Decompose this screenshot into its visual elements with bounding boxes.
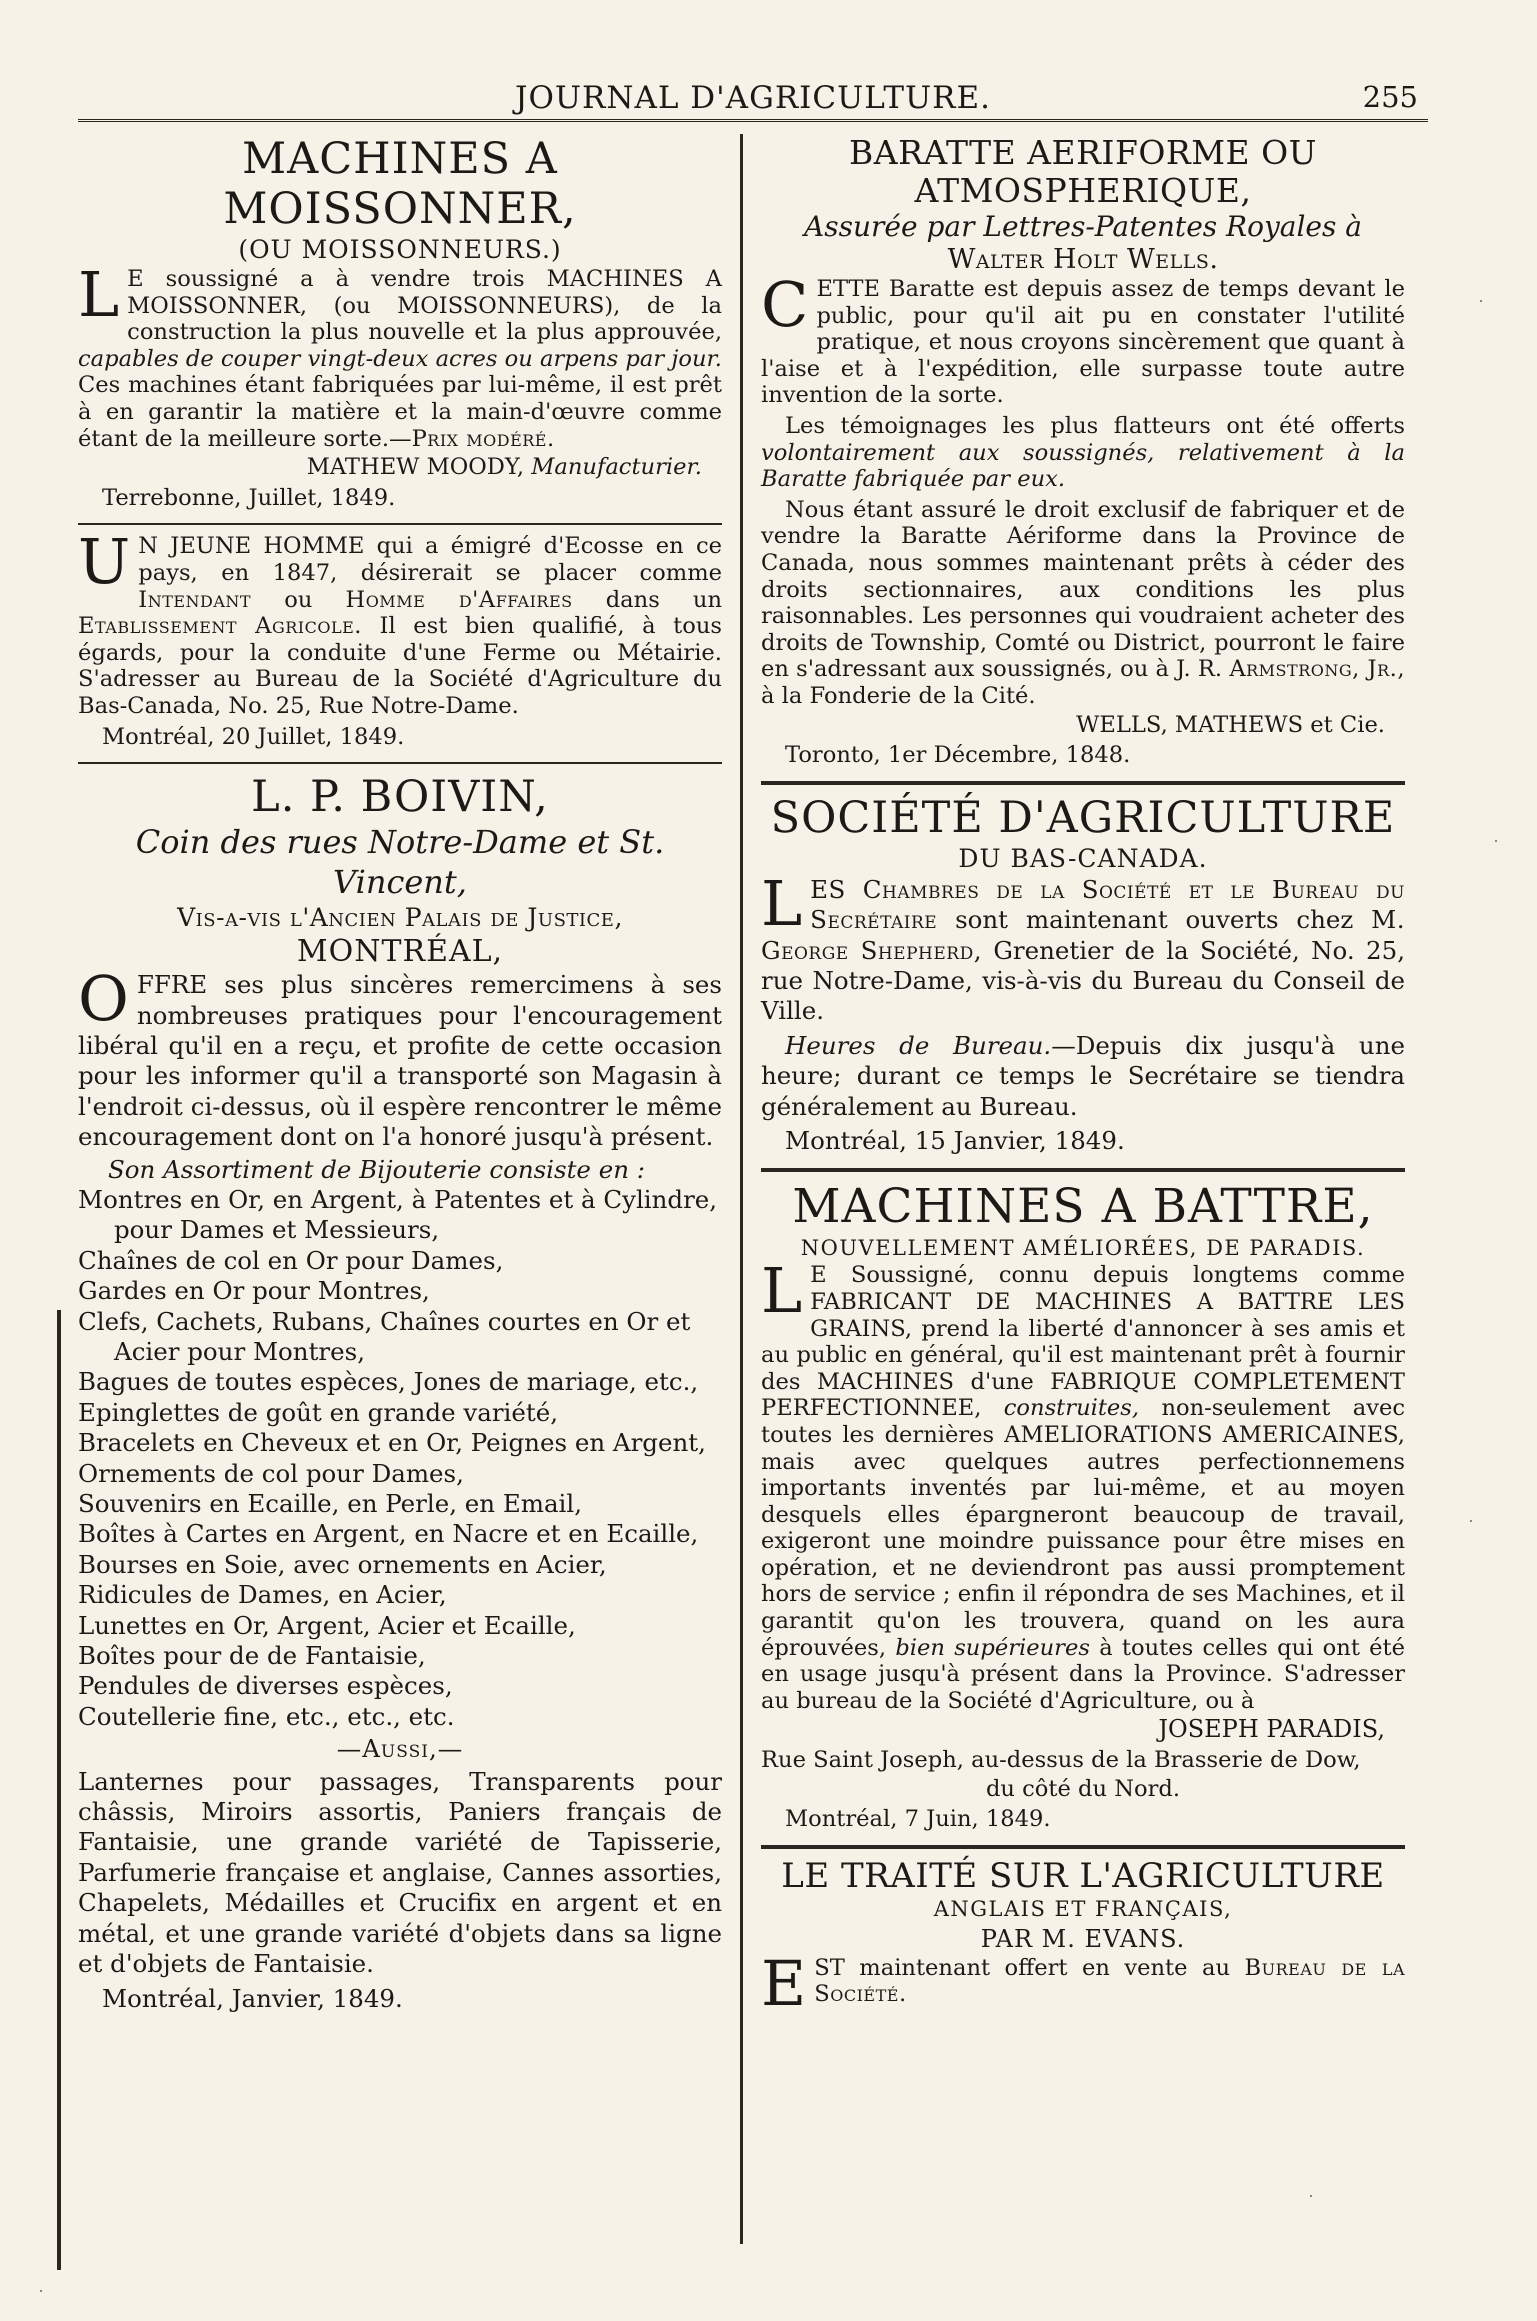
ad-text-caps: Intendant — [138, 586, 252, 613]
ad-author: PAR M. EVANS. — [980, 1924, 1186, 1953]
paper-speck — [1470, 1520, 1472, 1522]
ad-divider — [761, 1845, 1405, 1849]
drop-cap: L — [761, 866, 803, 940]
ad-paragraph — [761, 497, 1405, 710]
ad-subtitle: Vis-a-vis l'Ancien Palais de Justice, — [177, 903, 623, 933]
ad-subtitle-name: Walter Holt Wells. — [947, 244, 1219, 275]
ad-text: ou — [284, 586, 313, 613]
assortment-heading: Son Assortiment de Bijouterie consiste en : — [108, 1154, 646, 1184]
ad-price: Prix modéré. — [411, 425, 555, 452]
ad-dateline: Montréal, 7 Juin, 1849. — [785, 1806, 1051, 1833]
ad-address: du côté du Nord. — [985, 1775, 1181, 1802]
ad-text: Il est bien qualifié, à tous égards, pour la conduite d'une Ferme ou Métairie. S'adresser au Bureau de la Société d'Agriculture du Bas-Canada, No. 25, Rue Notre-Dame. — [78, 613, 722, 719]
ad-city: MONTRÉAL, — [296, 934, 504, 970]
ad-paragraph — [761, 413, 1405, 493]
ad-title: BARATTE AERIFORME OU ATMOSPHERIQUE, — [848, 133, 1317, 210]
ad-boivin — [78, 772, 722, 2020]
ad-text: Grenetier de la Société, No. 25, rue Notre-Dame, vis-à-vis du Bureau du Conseil de Ville. — [761, 935, 1405, 1026]
ad-text-italic: capables de couper vingt-deux acres ou arpens par jour. — [78, 345, 722, 372]
assortment-list — [78, 1185, 722, 1732]
paper-speck — [1480, 300, 1482, 302]
list-item: Boîtes pour de de Fantaisie, — [78, 1641, 426, 1671]
list-item: Bagues de toutes espèces, Jones de mariage, etc., — [78, 1367, 699, 1397]
ad-title: LE TRAITÉ SUR L'AGRICULTURE — [781, 1855, 1385, 1896]
ad-body — [761, 1254, 1405, 1714]
ad-dateline: Montréal, 20 Juillet, 1849. — [102, 723, 405, 750]
ad-text: à toutes celles qui ont été en usage jusqu'à présent dans la Province. S'adresser au bureau de la Société d'Agriculture, ou à — [761, 1634, 1405, 1714]
journal-title: JOURNAL D'AGRICULTURE. — [515, 80, 991, 116]
left-column — [78, 134, 738, 2244]
ad-traite — [761, 1855, 1406, 2020]
ad-text: E Soussigné, connu depuis longtems comme FABRICANT DE MACHINES A BATTRE LES GRAINS, prend la liberté d'annoncer à ses amis et au public en général, qu'il est maintenant prêt à fournir des MACHINES d'une FABRIQUE COMPLETEMENT PERFECTIONNEE, — [761, 1262, 1405, 1422]
ad-jeune-homme — [78, 525, 722, 756]
ad-body — [761, 1946, 1406, 2020]
ad-signature: WELLS, MATHEWS et Cie. — [1076, 711, 1385, 738]
list-item: Bracelets en Cheveux et en Or, Peignes en Argent, — [78, 1428, 706, 1458]
list-item: Montres en Or, en Argent, à Patentes et à Cylindre, pour Dames et Messieurs, — [78, 1184, 718, 1245]
drop-cap: L — [761, 1254, 803, 1328]
margin-rule — [57, 1310, 61, 2270]
ad-dateline: Terrebonne, Juillet, 1849. — [102, 484, 396, 511]
page-number: 255 — [1362, 80, 1418, 114]
signature-role: Manufacturier. — [531, 454, 702, 481]
ad-societe — [761, 793, 1405, 1163]
list-item: Ridicules de Dames, en Acier, — [78, 1580, 447, 1610]
ad-subtitle: ANGLAIS ET FRANÇAIS, — [933, 1896, 1233, 1921]
ad-subtitle: NOUVELLEMENT AMÉLIORÉES, DE PARADIS. — [800, 1236, 1366, 1261]
drop-cap: C — [761, 268, 809, 341]
ad-dateline: Montréal, Janvier, 1849. — [102, 1983, 403, 2013]
ad-battre — [761, 1180, 1405, 1838]
ad-text: —Depuis dix jusqu'à une heure; durant ce temps le Secrétaire se tiendra généralement au Bureau. — [761, 1030, 1405, 1121]
ad-dateline: Toronto, 1er Décembre, 1848. — [785, 742, 1131, 769]
ad-subtitle: DU BAS-CANADA. — [958, 843, 1208, 873]
ad-text: non-seulement avec toutes les dernières AMELIORATIONS AMERICAINES, mais avec quelques autres perfectionnemens importants inventés par lui-même, et au moyen desquels elles épargneront beaucoup de travail, exigeront une moindre puissance pour être mises en opération, et ne deviendront pas aussi promptement hors de service ; enfin il répondra de ses Machines, et il garantit qu'on les trouvera, quand on les aura éprouvées, — [761, 1395, 1405, 1661]
ad-text-caps: Bureau de la Société. — [814, 1954, 1406, 2008]
ad-text: dans un — [605, 586, 722, 613]
ad-title: L. P. BOIVIN, — [251, 772, 549, 823]
ad-divider — [761, 1168, 1405, 1172]
ad-text: sont maintenant ouverts chez — [955, 905, 1354, 935]
ad-text: à la Fonderie de la Cité. — [761, 682, 1036, 709]
signature-name: MATHEW MOODY, — [306, 454, 525, 481]
ad-text: ST maintenant offert en vente au — [814, 1954, 1230, 1981]
ad-divider — [78, 523, 722, 525]
column-rule — [740, 134, 743, 2244]
ad-text-caps: Etablissement Agricole. — [78, 613, 362, 640]
ad-text-italic: volontairement aux soussignés, relativement à la Baratte fabriquée par eux. — [761, 439, 1405, 493]
ad-divider — [761, 781, 1405, 785]
ad-text-caps: ES Chambres de la Société et le Bureau du Secrétaire — [810, 874, 1405, 935]
list-item: Chaînes de col en Or pour Dames, — [78, 1245, 504, 1275]
ad-title: MACHINES A MOISSONNER, — [223, 134, 577, 234]
running-head — [78, 70, 1428, 122]
ad-subtitle: (OU MOISSONNEURS.) — [238, 235, 562, 264]
list-item: Bourses en Soie, avec ornements en Acier, — [78, 1549, 607, 1579]
ad-body — [78, 962, 722, 1152]
drop-cap: U — [78, 525, 131, 599]
newspaper-page — [78, 70, 1428, 2250]
ad-divider — [78, 762, 722, 764]
ad-body — [78, 258, 722, 452]
list-item: Ornements de col pour Dames, — [78, 1458, 464, 1488]
ad-dateline: Montréal, 15 Janvier, 1849. — [785, 1125, 1125, 1155]
ad-body — [761, 866, 1406, 1027]
ad-subtitle: Coin des rues Notre-Dame et St. Vincent, — [135, 823, 665, 902]
ad-text: E soussigné a à vendre trois MACHINES A MOISSONNER, (ou MOISSONNEURS), de la construction la plus nouvelle et la plus approuvée, — [127, 266, 722, 346]
drop-cap: O — [78, 962, 129, 1036]
paper-speck — [1495, 840, 1497, 842]
ad-title: MACHINES A BATTRE, — [792, 1179, 1374, 1235]
list-item: Souvenirs en Ecaille, en Perle, en Email, — [78, 1489, 583, 1518]
ad-text-caps: Homme d'Affaires — [345, 586, 573, 613]
ad-text: FFRE ses plus sincères remercimens à ses nombreuses pratiques pour l'encouragement libéral qu'il en a reçu, et profite de cette occasion pour les informer qu'il a transporté son Magasin à l'endroit ci-dessus, où il espère rencontrer le même encouragement dont on l'a honoré jusqu'à présent. — [78, 970, 722, 1152]
right-column — [745, 134, 1405, 2244]
ad-baratte — [761, 134, 1405, 775]
aussi-separator: —Aussi,— — [336, 1734, 464, 1764]
ad-signature — [78, 454, 722, 481]
list-item: Pendules de diverses espèces, — [78, 1671, 453, 1701]
ad-text: ETTE Baratte est depuis assez de temps devant le public, pour qu'il ait pu en constater l'utilité pratique, et nous croyons sincèrement que quant à l'aise et à l'expédition, elle surpasse toute autre invention de la sorte. — [761, 276, 1405, 409]
list-item: Clefs, Cachets, Rubans, Chaînes courtes en Or et Acier pour Montres, — [78, 1306, 691, 1366]
list-item: Gardes en Or pour Montres, — [78, 1276, 430, 1306]
ad-moissonner — [78, 134, 722, 517]
ad-body — [761, 268, 1405, 409]
ad-subtitle: Assurée par Lettres-Patentes Royales à — [804, 210, 1362, 243]
ad-text-caps: M. George Shepherd, — [761, 905, 1406, 965]
ad-body — [78, 525, 722, 719]
ad-text-italic: bien supérieures — [895, 1634, 1090, 1661]
paper-speck — [40, 2290, 42, 2292]
ad-title: SOCIÉTÉ D'AGRICULTURE — [770, 792, 1396, 843]
list-item: Coutellerie fine, etc., etc., etc. — [78, 1701, 455, 1731]
ad-text: Ces machines étant fabriquées par lui-même, il est prêt à en garantir la matière et la main-d'œuvre comme étant de la meilleure sorte.— — [78, 372, 722, 452]
ad-signature: JOSEPH PARADIS, — [1158, 1715, 1385, 1744]
drop-cap: L — [78, 258, 120, 331]
list-item: Boîtes à Cartes en Argent, en Nacre et en Ecaille, — [78, 1519, 699, 1549]
ad-closing: Lanternes pour passages, Transparents pour châssis, Miroirs assortis, Paniers français de Fantaisie, une grande variété de Tapisserie, Parfumerie française et anglaise, Cannes assorties, Chapelets, Médailles et Crucifix en argent et en métal, et une grande variété d'objets dans sa ligne et d'objets de Fantaisie. — [78, 1766, 722, 1979]
ad-paragraph — [761, 1031, 1405, 1122]
ad-text: Les témoignages les plus flatteurs ont été offerts — [785, 412, 1405, 439]
list-item: Lunettes en Or, Argent, Acier et Ecaille, — [78, 1610, 576, 1640]
ad-text-italic: Heures de Bureau. — [785, 1030, 1052, 1060]
ad-text: Nous étant assuré le droit exclusif de fabriquer et de vendre la Baratte Aériforme dans la Province de Canada, nous sommes maintenant prêts à céder des droits sectionnaires, aux conditions les plus raisonnables. Les personnes qui voudraient acheter des droits de Township, Comté ou District, pourront le faire en s'adressant aux soussignés, ou à J. R. — [761, 496, 1405, 683]
paper-speck — [1310, 2195, 1312, 2197]
ad-address: Rue Saint Joseph, au-dessus de la Brasserie de Dow, — [761, 1747, 1361, 1774]
list-item: Epinglettes de goût en grande variété, — [78, 1397, 559, 1427]
drop-cap: E — [761, 1946, 807, 2020]
ad-lead: N JEUNE HOMME — [138, 533, 365, 560]
ad-text-italic: construites, — [1003, 1395, 1140, 1422]
ad-text: qui a émigré d'Ecosse en ce pays, en 1847, désirerait se placer comme — [138, 533, 722, 586]
columns — [78, 134, 1428, 2244]
ad-text-caps: Armstrong, Jr., — [1229, 656, 1406, 683]
